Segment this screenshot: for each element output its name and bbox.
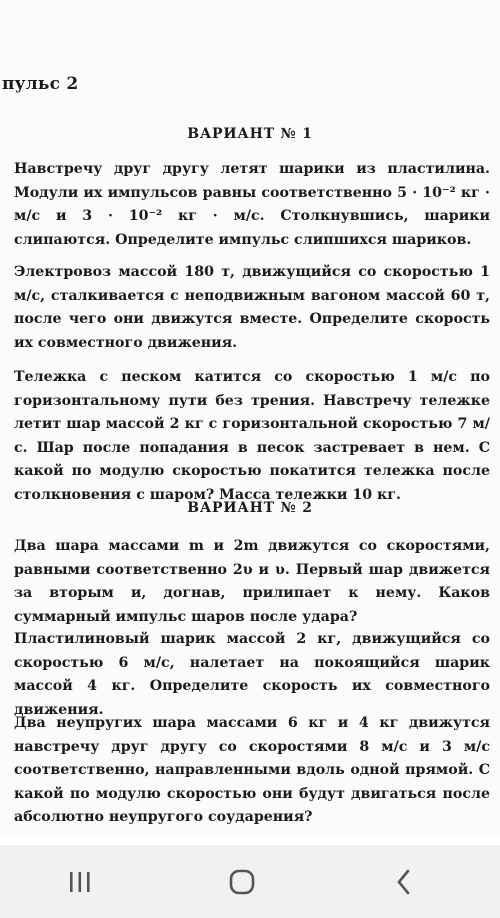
variant-1-title: ВАРИАНТ № 1 — [187, 126, 313, 142]
problem-1-1: Навстречу друг другу летят шарики из пластилина. Модули их импульсов равны соответственно 5 · 10⁻² кг · м/с и 3 · 10⁻² кг · м/с. Столкнувшись, шарики слипаются. Определите импульс слипшихся шариков. — [14, 161, 490, 248]
system-navigation-bar — [0, 845, 500, 918]
section-header: пульс 2 — [2, 74, 79, 94]
problem-2-1: Два шара массами m и 2m движутся со скоростями, равными соответственно 2υ и υ. Первый шар движется за вторым и, догнав, прилипает к нему. Каков суммарный импульс шаров после удара? — [14, 538, 490, 625]
problem-1-2: Электровоз массой 180 т, движущийся со скоростью 1 м/с, сталкивается с неподвижным вагоном массой 60 т, после чего они движутся вместе. Определите скорость их совместного движения. — [14, 264, 490, 351]
problem-1-3: Тележка с песком катится со скоростью 1 м/с по горизонтальному пути без трения. Навстречу тележке летит шар массой 2 кг с горизонтальной скоростью 7 м/с. Шар после попадания в песок застревает в нем. С какой по модулю скоростью покатится тележка после столкновения с шаром? Масса тележки 10 кг. — [14, 369, 490, 503]
problem-2-3: Два неупругих шара массами 6 кг и 4 кг движутся навстречу друг другу со скоростями 8 м/с и 3 м/с соответственно, направленными вдоль одной прямой. С какой по модулю скоростью они будут двигаться после абсолютно неупругого соударения? — [14, 715, 490, 825]
back-icon[interactable] — [384, 867, 424, 897]
recent-apps-icon[interactable] — [60, 867, 100, 897]
variant-2-title: ВАРИАНТ № 2 — [187, 500, 313, 516]
home-icon[interactable] — [222, 867, 262, 897]
problem-2-2: Пластилиновый шарик массой 2 кг, движущийся со скоростью 6 м/с, налетает на покоящийся шарик массой 4 кг. Определите скорость их совместного движения. — [14, 631, 490, 718]
